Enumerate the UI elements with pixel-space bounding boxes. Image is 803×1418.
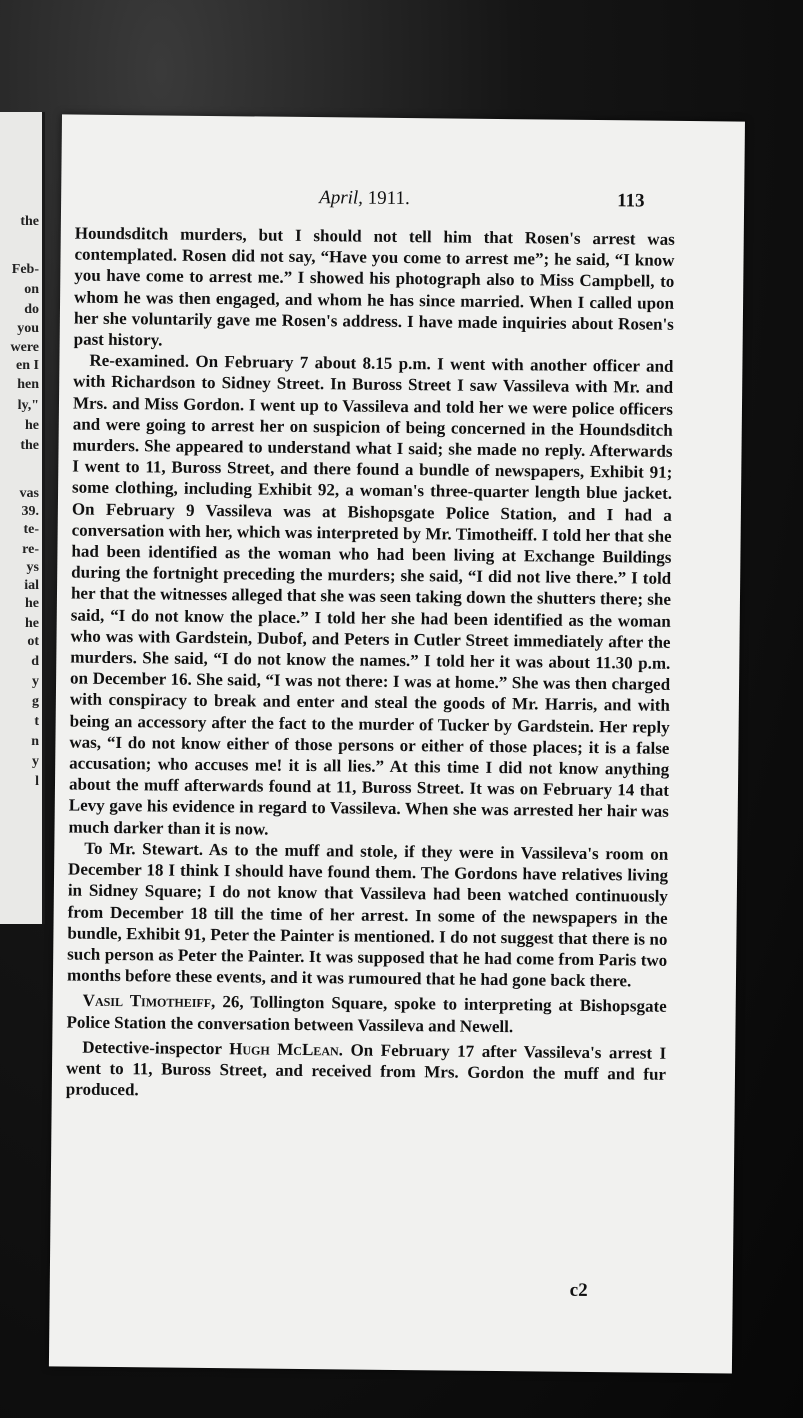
facing-page-line-fragment: were	[10, 340, 39, 355]
witness-rank: Detective-inspector	[82, 1037, 230, 1058]
facing-page-line-fragment: ys	[26, 560, 39, 575]
facing-page-line-fragment: re-	[22, 542, 39, 557]
running-title-year: 1911.	[367, 187, 410, 210]
paragraph-mclean	[66, 1036, 667, 1106]
facing-page-line-fragment: ly,"	[17, 398, 39, 413]
facing-page-line-fragment: d	[31, 654, 39, 669]
paragraph-re-examined: Re-examined. On February 7 about 8.15 p.m. I went with another officer and with Richardson to Sidney Street. In Buross Street I saw Vassileva with Mr. and Mrs. and Miss Gordon. I went up to Vassileva and told her we were police officers and were going to arrest her on suspicion of being concerned in the Houndsditch murders. She appeared to understand what I said; she made no reply. Afterwards I went to 11, Buross Street, and there found a bundle of newspapers, Exhibit 91; some clothing, including Exhibit 92, a woman's three-quarter length blue jacket. On February 9 Vassileva was at Bishopsgate Police Station, and I had a conversation with her, which was interpreted by Mr. Timotheiff. I told her that she had been identified as the woman who had been living at Exchange Buildings during the fortnight preceding the murders; she said, “I did not live there.” I told her that the witnesses alleged that she was seen taking down the shutters there; she said, “I do not know the place.” I told her she had been identified as the woman who was with Gardstein, Dubof, and Peters in Cutler Street immediately after the murders. She said, “I do not know the names.” I told her it was about 11.30 p.m. on December 16. She said, “I was not there: I was at home.” She was then charged with conspiracy to break and enter and steal the goods of Mr. Harris, and with being an accessory after the fact to the murder of Tucker by Gardstein. Her reply was, “I do not know either of those persons or either of those places; it is a false accusation; who accuses me! it is all lies.” At this time I did not know anything about the muff afterwards found at 11, Buross Street. It was on February 14 that Levy gave his evidence in regard to Vassileva. When she was arrested her hair was much darker than it is now.	[68, 350, 674, 839]
paragraph-to-mr-stewart: To Mr. Stewart. As to the muff and stole, if they were in Vassileva's room on December 18 I think I should have found them. The Gordons have relatives living in Sidney Square; I do not know that Vassileva had been watched continuously from December 18 till the time of her arrest. In some of the newspapers in the bundle, Exhibit 91, Peter the Painter is mentioned. I do not suggest that there is no such person as Peter the Painter. It was supposed that he had come from Paris two months before these events, and it was rumoured that he had gone back there.	[66, 838, 669, 991]
facing-page-line-fragment: en I	[16, 358, 39, 373]
running-title	[319, 187, 410, 210]
page-body	[66, 223, 675, 1107]
facing-page-line-fragment: ial	[24, 578, 39, 593]
facing-page-line-fragment: y	[32, 754, 39, 769]
running-title-month: April,	[319, 187, 364, 209]
book-page	[49, 114, 745, 1373]
facing-page-line-fragment: 39.	[21, 504, 39, 519]
facing-page-line-fragment: n	[31, 734, 39, 749]
facing-page-line-fragment: do	[24, 302, 39, 317]
page-number: 113	[617, 190, 645, 212]
signature-mark: c2	[569, 1279, 588, 1301]
facing-page-line-fragment: g	[32, 694, 39, 709]
witness-name: Vasil Timotheiff	[82, 991, 212, 1012]
facing-page-line-fragment: l	[35, 774, 39, 789]
facing-page-line-fragment: hen	[17, 377, 39, 392]
facing-page-line-fragment: you	[17, 321, 39, 336]
paragraph-timotheiff	[66, 990, 666, 1039]
facing-page-line-fragment: he	[25, 418, 39, 433]
witness-statement: . On February 17 after Vassileva's arrest I went to 11, Buross Street, and received from Mrs. Gordon the muff and fur produced.	[65, 1040, 667, 1100]
paragraph-continuation: Houndsditch murders, but I should not tell him that Rosen's arrest was contemplated. Rosen did not say, “Have you come to arrest me”; he said, “I know you have come to arrest me.” I showed his photograph also to Miss Campbell, to whom he was then engaged, and whom he has since married. When I called upon her she voluntarily gave me Rosen's address. I have made inquiries about Rosen's past history.	[73, 223, 675, 350]
facing-page-line-fragment: vas	[19, 486, 39, 501]
facing-page-line-fragment: Feb-	[11, 262, 39, 277]
facing-page-line-fragment: y	[32, 674, 39, 689]
witness-statement: , 26, Tollington Square, spoke to interpreting at Bishopsgate Police Station the conversation between Vassileva and Newell.	[66, 992, 667, 1036]
facing-page-line-fragment: on	[24, 282, 39, 297]
facing-page-line-fragment: t	[34, 714, 39, 729]
facing-page-line-fragment: the	[20, 438, 39, 453]
facing-page-fragment	[0, 112, 45, 924]
facing-page-line-fragment: he	[25, 616, 39, 631]
facing-page-line-fragment: he	[25, 596, 39, 611]
facing-page-line-fragment: the	[20, 214, 39, 229]
facing-page-line-fragment: ot	[27, 634, 39, 649]
witness-name: Hugh McLean	[229, 1038, 339, 1060]
running-head	[61, 184, 744, 215]
facing-page-line-fragment: te-	[23, 522, 39, 537]
